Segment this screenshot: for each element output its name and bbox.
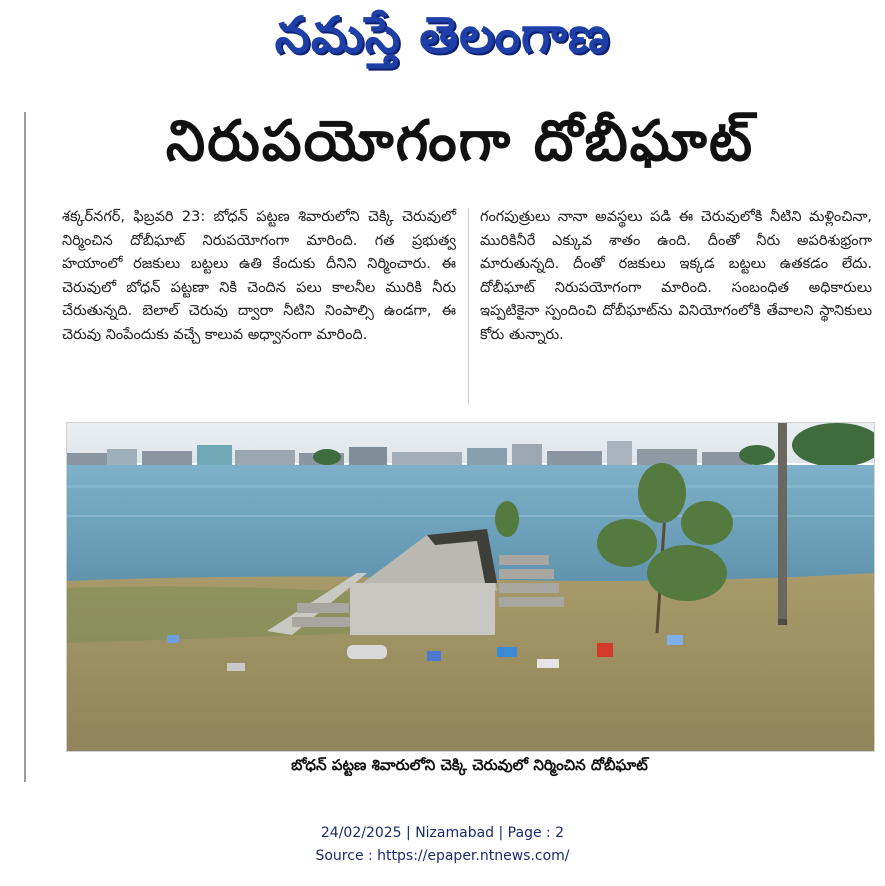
article-column-right: గంగపుత్రులు నానా అవస్థలు పడి ఈ చెరువులోకి నీటిని మళ్లించినా, మురికినీరే ఎక్కువ శాతం ఉంది. దీంతో నీరు అపరిశుభ్రంగా మారుతున్నది. దీంతో రజకులు ఇక్కడ బట్టలు ఉతకడం లేదు. దోబీఘాట్‌ నిరుపయోగంగా మారింది. సంబంధిత అధికారులు ఇప్పటికైనా స్పందించి దోబీఘాట్‌ను వినియోగంలోకి తేవాలని స్థానికులు కోరు తున్నారు. [480,209,872,343]
lake-dhobighat-illustration [67,423,874,751]
column-divider [468,208,469,404]
photo-caption-text: బోధన్‌ పట్టణ శివారులోని చెక్కి చెరువులో నిర్మించిన దోబీఘాట్‌ [291,756,648,774]
newspaper-masthead [0,0,885,82]
source-link[interactable]: Source : https://epaper.ntnews.com/ [315,848,570,864]
article-photo [66,422,875,752]
article-headline [40,104,880,192]
headline-text: నిరుపయోగంగా దోబీఘాట్ [165,108,755,174]
page-margin-rule [24,112,26,782]
article-column-left: శక్కర్‌నగర్, ఫిబ్రవరి 23: బోధన్‌ పట్టణ శివారులోని చెక్కి చెరువులో నిర్మించిన దోబీఘాట్‌ నిరుపయోగంగా మారింది. గత ప్రభుత్వ హయాంలో రజకులు బట్టలు ఉతి కేందుకు దీనిని నిర్మించారు. ఈ చెరువులో బోధన్‌ పట్టణా నికి చెందిన పలు కాలనీల మురికి నీరు చేరుతున్నది. బెలాల్‌ చెరువు ద్వారా నీటిని నింపాల్సి ఉండగా, ఈ చెరువు నింపేందుకు వచ్చే కాలువ అధ్వానంగా మారింది. [62,209,456,343]
page-footer [0,822,885,868]
photo-caption [66,752,873,782]
masthead-title: నమస్తే తెలంగాణ [274,5,611,64]
edition-info: 24/02/2025 | Nizamabad | Page : 2 [320,825,565,841]
